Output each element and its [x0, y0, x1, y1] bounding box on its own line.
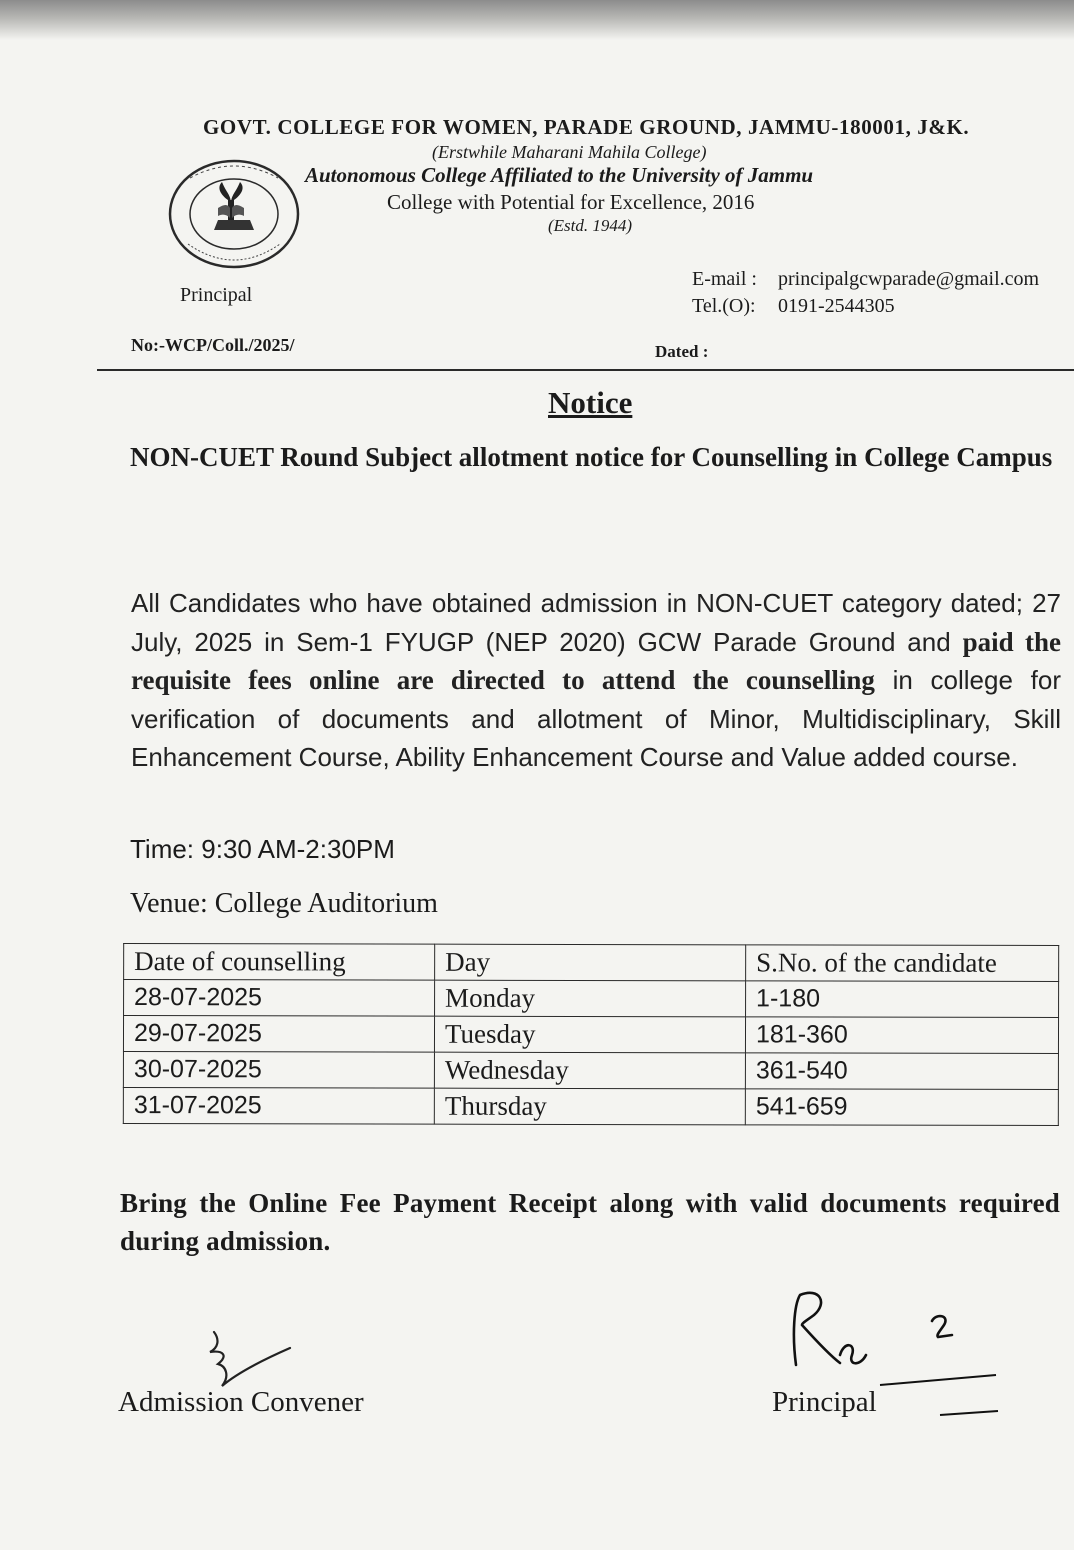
- cell-serial: 181-360: [745, 1017, 1058, 1054]
- cell-day: Monday: [435, 980, 746, 1017]
- cell-date: 29-07-2025: [123, 1016, 434, 1053]
- header-divider: [97, 369, 1074, 371]
- body-text-bold: paid the requisite fees online are directed to attend the counselling: [131, 626, 1061, 696]
- established-year: (Estd. 1944): [548, 216, 633, 235]
- cell-day: Tuesday: [434, 1016, 745, 1053]
- erstwhile-name: (Erstwhile Maharani Mahila College): [432, 142, 707, 162]
- cell-serial: 361-540: [745, 1053, 1058, 1090]
- principal-signatory-label: Principal: [772, 1386, 877, 1418]
- email-address: principalgcwparade@gmail.com: [778, 268, 1040, 290]
- reference-number: No:-WCP/Coll./2025/: [131, 335, 295, 355]
- counselling-schedule-table: [123, 943, 1059, 1126]
- table-row: [123, 1016, 1058, 1054]
- table-row: [123, 1052, 1058, 1090]
- tel-label: Tel.(O):: [692, 295, 756, 317]
- cell-day: Thursday: [434, 1088, 745, 1125]
- contact-block: [692, 266, 1039, 320]
- college-seal-logo: [166, 156, 302, 272]
- principal-office-label: Principal: [180, 284, 253, 306]
- scan-shadow: [0, 0, 1074, 40]
- table-header-row: [124, 944, 1059, 982]
- admission-convener-label: Admission Convener: [118, 1386, 364, 1418]
- header-serial: S.No. of the candidate: [746, 945, 1059, 982]
- header-date: Date of counselling: [124, 944, 435, 981]
- college-name: GOVT. COLLEGE FOR WOMEN, PARADE GROUND, JAMMU-180001, J&K.: [203, 115, 970, 139]
- counselling-venue: Venue: College Auditorium: [130, 888, 438, 919]
- table-row: [124, 980, 1059, 1018]
- email-label: E-mail :: [692, 268, 757, 290]
- notice-subject: NON-CUET Round Subject allotment notice for Counselling in College Campus: [130, 442, 1053, 472]
- tel-number: 0191-2544305: [778, 295, 895, 317]
- body-text-1: All Candidates who have obtained admission in NON-CUET category dated; 27 July, 2025 in Sem-1 FYUGP (NEP 2020) GCW Parade Ground and: [131, 588, 1061, 657]
- affiliation: Autonomous College Affiliated to the University of Jammu: [305, 163, 814, 187]
- notice-body: [131, 584, 1061, 777]
- excellence-status: College with Potential for Excellence, 2016: [387, 190, 755, 214]
- body-text-2: in college for verification of documents and allotment of Minor, Multidisciplinary, Skill Enhancement Course, Ability Enhancement Course and Value added course.: [131, 665, 1061, 773]
- cell-date: 31-07-2025: [123, 1088, 434, 1125]
- notice-title: Notice: [548, 385, 633, 420]
- counselling-time: Time: 9:30 AM-2:30PM: [130, 834, 395, 864]
- table-row: [123, 1088, 1058, 1126]
- header-day: Day: [435, 944, 746, 981]
- cell-serial: 1-180: [746, 981, 1059, 1018]
- cell-serial: 541-659: [745, 1089, 1058, 1126]
- cell-date: 30-07-2025: [123, 1052, 434, 1089]
- dated-label: Dated :: [655, 342, 709, 361]
- document-instruction: Bring the Online Fee Payment Receipt along with valid documents required during admission.: [120, 1188, 1060, 1256]
- cell-date: 28-07-2025: [124, 980, 435, 1017]
- cell-day: Wednesday: [434, 1052, 745, 1089]
